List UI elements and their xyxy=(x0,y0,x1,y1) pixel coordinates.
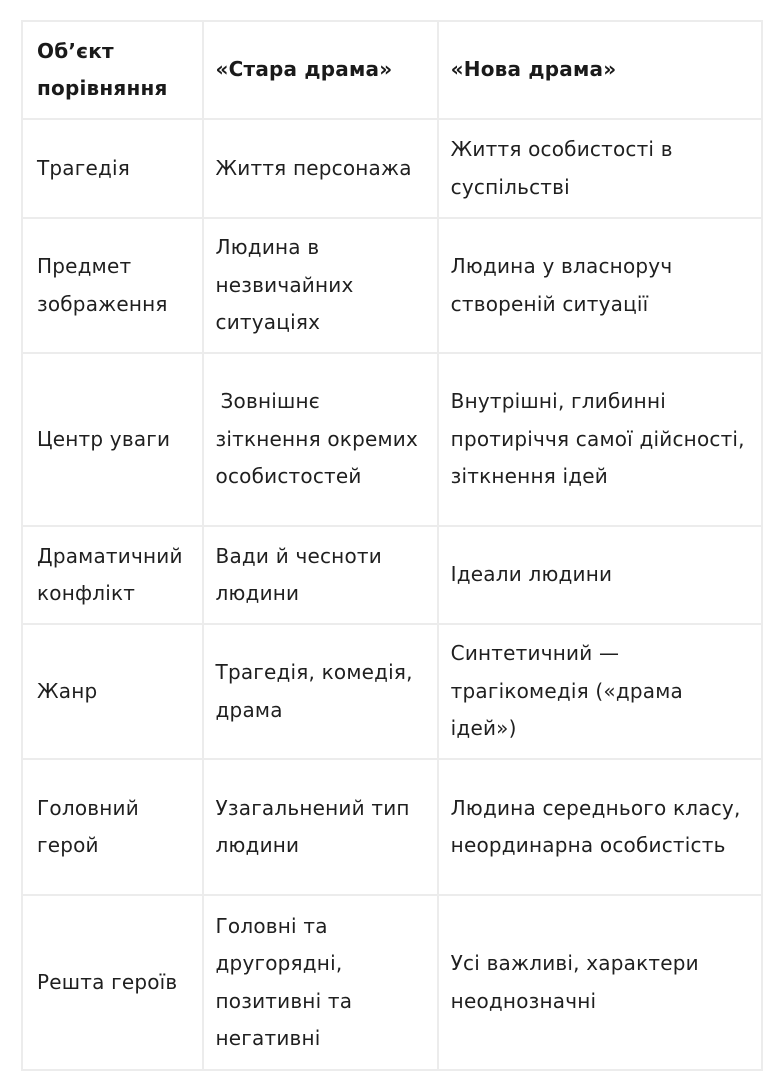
old-drama-cell-text: Зовнішнє зіткнення окремих особистостей xyxy=(215,389,419,489)
new-drama-cell: Життя особистості в суспільстві xyxy=(438,119,762,218)
table-row xyxy=(22,759,762,895)
new-drama-cell: Синтетичний — трагікомедія («драма ідей») xyxy=(438,624,762,759)
new-drama-cell: Внутрішні, глибинні протиріччя самої дійсності, зіткнення ідей xyxy=(438,353,762,526)
row-label: Предмет зображення xyxy=(22,218,203,353)
new-drama-cell: Усі важливі, характери неоднозначні xyxy=(438,895,762,1070)
row-label: Центр уваги xyxy=(22,353,203,526)
table-row xyxy=(22,353,762,526)
row-label: Трагедія xyxy=(22,119,203,218)
table-row xyxy=(22,895,762,1070)
table-row xyxy=(22,218,762,353)
old-drama-cell: Людина в незвичайних ситуаціях xyxy=(203,218,438,353)
table-header-row xyxy=(22,21,762,119)
table-row xyxy=(22,119,762,218)
new-drama-cell: Людина середнього класу, неординарна особистість xyxy=(438,759,762,895)
row-label: Головний герой xyxy=(22,759,203,895)
old-drama-cell xyxy=(203,353,438,526)
row-label: Драматичний конфлікт xyxy=(22,526,203,624)
old-drama-cell: Трагедія, комедія, драма xyxy=(203,624,438,759)
old-drama-cell: Життя персонажа xyxy=(203,119,438,218)
new-drama-cell: Людина у власноруч створеній ситуації xyxy=(438,218,762,353)
header-new-drama: «Нова драма» xyxy=(438,21,762,119)
old-drama-cell: Узагальнений тип людини xyxy=(203,759,438,895)
old-drama-cell: Вади й чесноти людини xyxy=(203,526,438,624)
table-row xyxy=(22,526,762,624)
table-row xyxy=(22,624,762,759)
row-label: Решта героїв xyxy=(22,895,203,1070)
header-old-drama: «Стара драма» xyxy=(203,21,438,119)
new-drama-cell: Ідеали людини xyxy=(438,526,762,624)
row-label: Жанр xyxy=(22,624,203,759)
header-object-of-comparison: Об’єкт порівняння xyxy=(22,21,203,119)
comparison-table xyxy=(21,20,763,1071)
old-drama-cell: Головні та другорядні, позитивні та негативні xyxy=(203,895,438,1070)
